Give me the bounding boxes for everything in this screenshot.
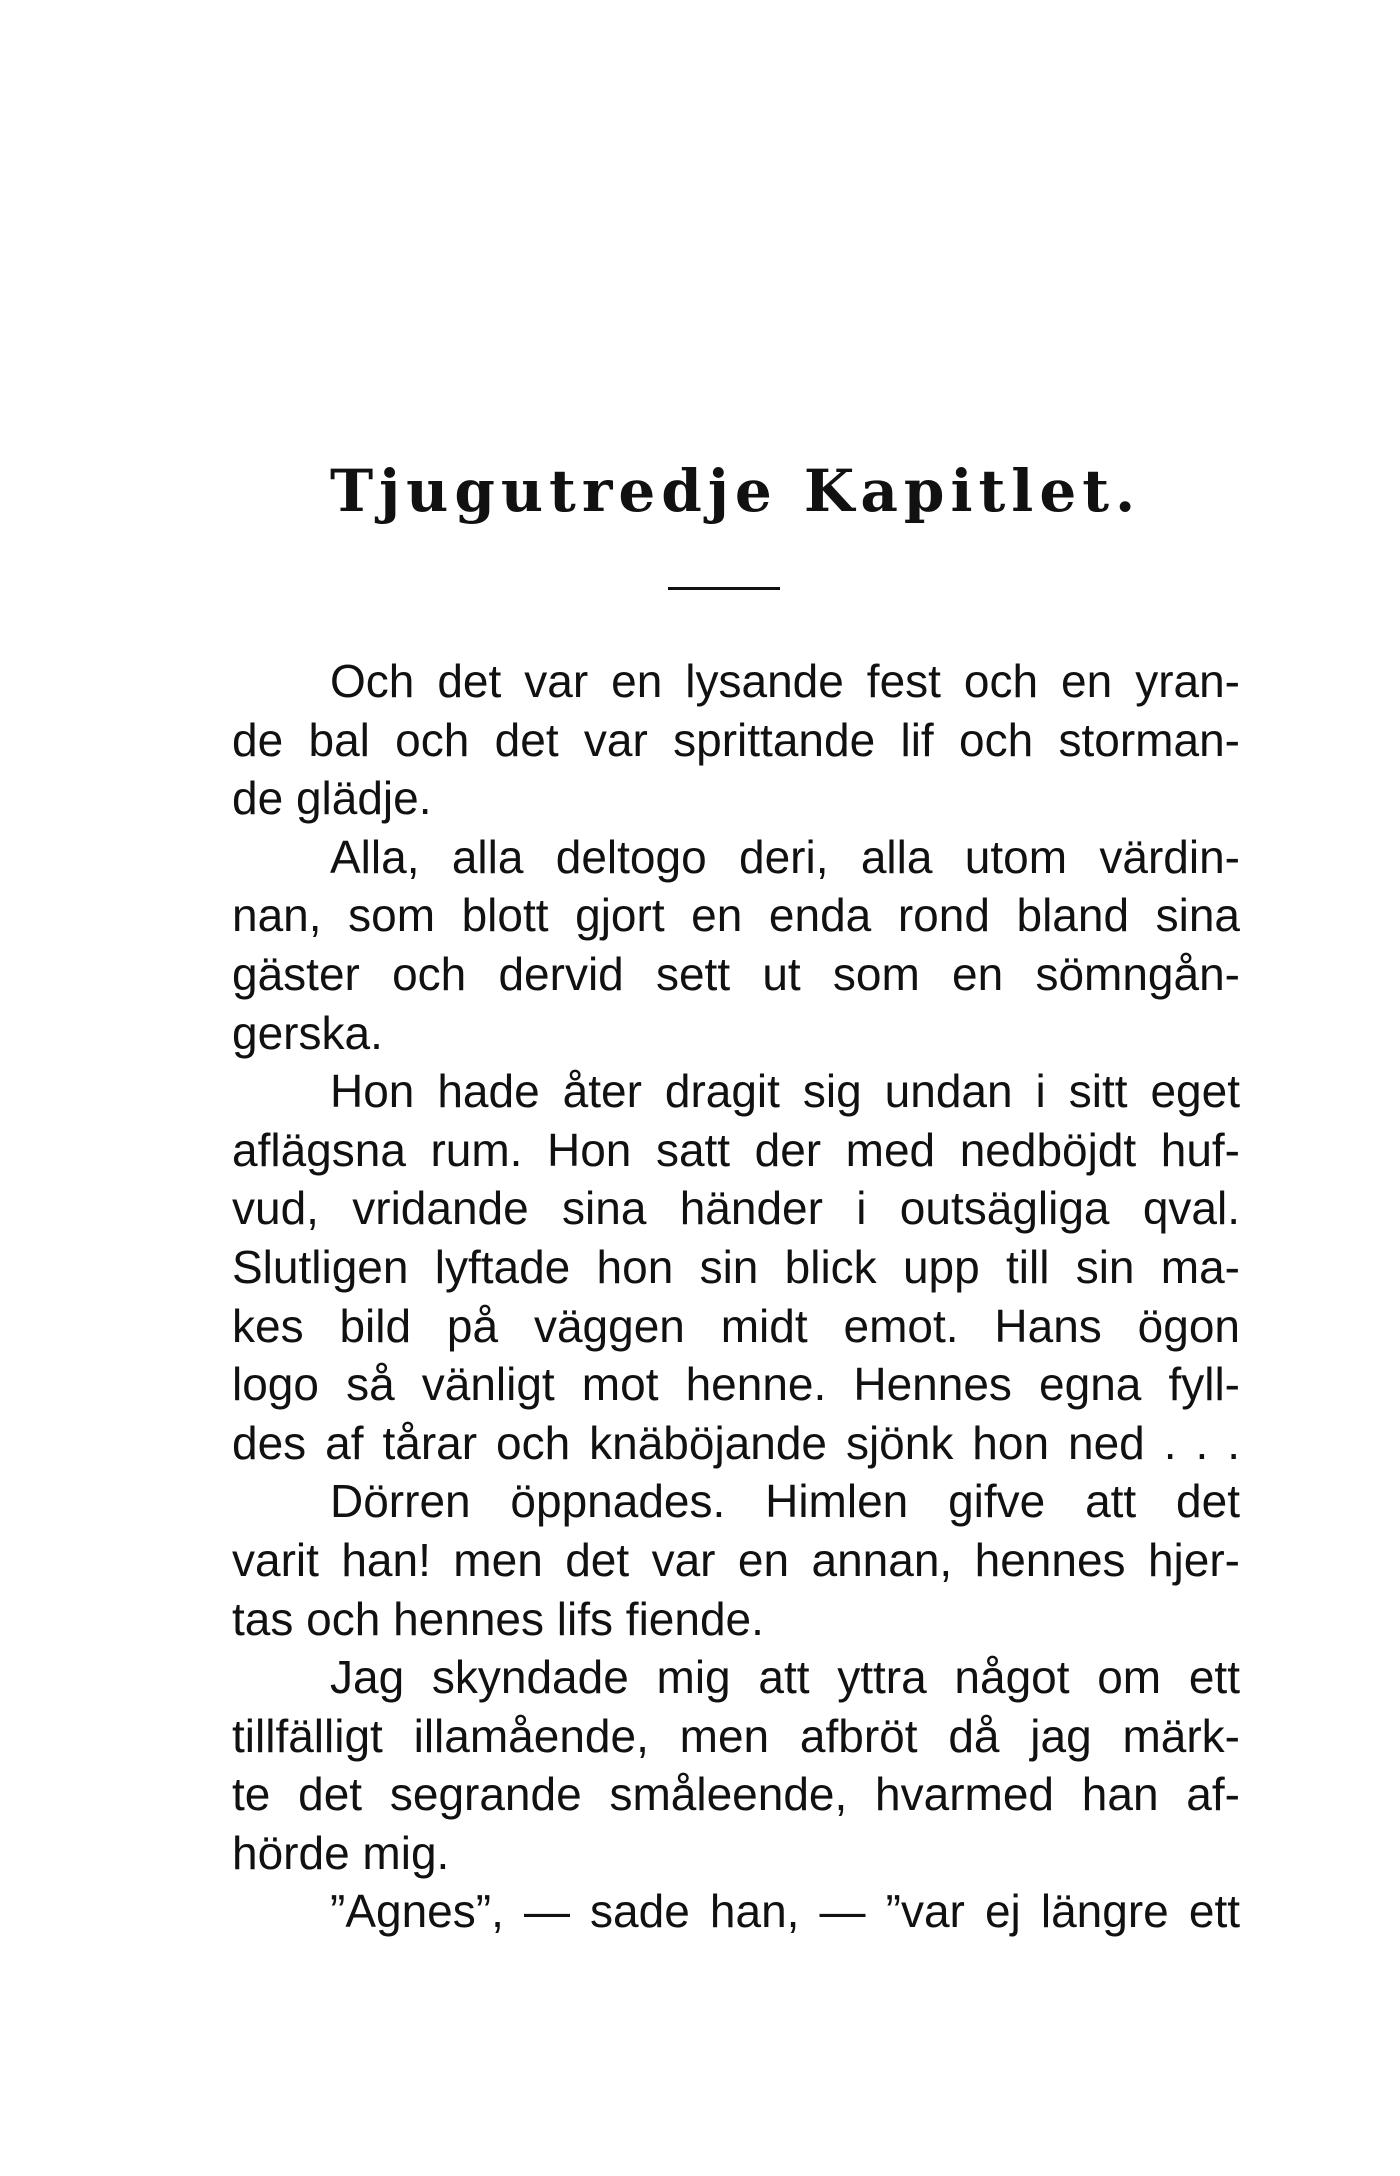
text-line: gerska. bbox=[232, 1006, 383, 1059]
text-line: Hon hade åter dragit sig undan i sitt eget bbox=[330, 1065, 1240, 1118]
text-line: Jag skyndade mig att yttra något om ett bbox=[330, 1651, 1240, 1704]
text-line: Och det var en lysande fest och en yran- bbox=[330, 655, 1240, 707]
text-line: aflägsna rum. Hon satt der med nedböjdt huf- bbox=[232, 1123, 1240, 1176]
chapter-title: Tjugutredje Kapitlet. bbox=[330, 457, 1142, 525]
text-line: hörde mig. bbox=[232, 1826, 450, 1879]
text-line: tillfälligt illamående, men afbröt då jag märk- bbox=[232, 1709, 1240, 1762]
text-line: Alla, alla deltogo deri, alla utom värdin- bbox=[330, 830, 1240, 883]
text-line: vud, vridande sina händer i outsägliga qval. bbox=[232, 1182, 1240, 1235]
title-rule bbox=[668, 587, 780, 590]
text-line: te det segrande småleende, hvarmed han af- bbox=[232, 1768, 1240, 1821]
text-line: ”Agnes”, — sade han, — ”var ej längre ett bbox=[330, 1885, 1240, 1938]
text-line: tas och hennes lifs fiende. bbox=[232, 1592, 764, 1645]
text-line: logo så vänligt mot henne. Hennes egna fyll- bbox=[232, 1358, 1240, 1411]
text-line: de glädje. bbox=[232, 772, 432, 825]
text-line: gäster och dervid sett ut som en sömngån- bbox=[232, 947, 1240, 1000]
text-line: Dörren öppnades. Himlen gifve att det bbox=[330, 1475, 1240, 1528]
text-line: kes bild på väggen midt emot. Hans ögon bbox=[232, 1299, 1240, 1352]
text-line: des af tårar och knäböjande sjönk hon ned . . . bbox=[232, 1416, 1240, 1469]
text-line: de bal och det var sprittande lif och storman- bbox=[232, 713, 1240, 766]
text-line: varit han! men det var en annan, hennes hjer- bbox=[232, 1533, 1240, 1586]
text-line: nan, som blott gjort en enda rond bland sina bbox=[232, 889, 1240, 942]
body-text bbox=[232, 652, 1240, 1941]
text-line: Slutligen lyftade hon sin blick upp till sin ma- bbox=[232, 1240, 1240, 1293]
